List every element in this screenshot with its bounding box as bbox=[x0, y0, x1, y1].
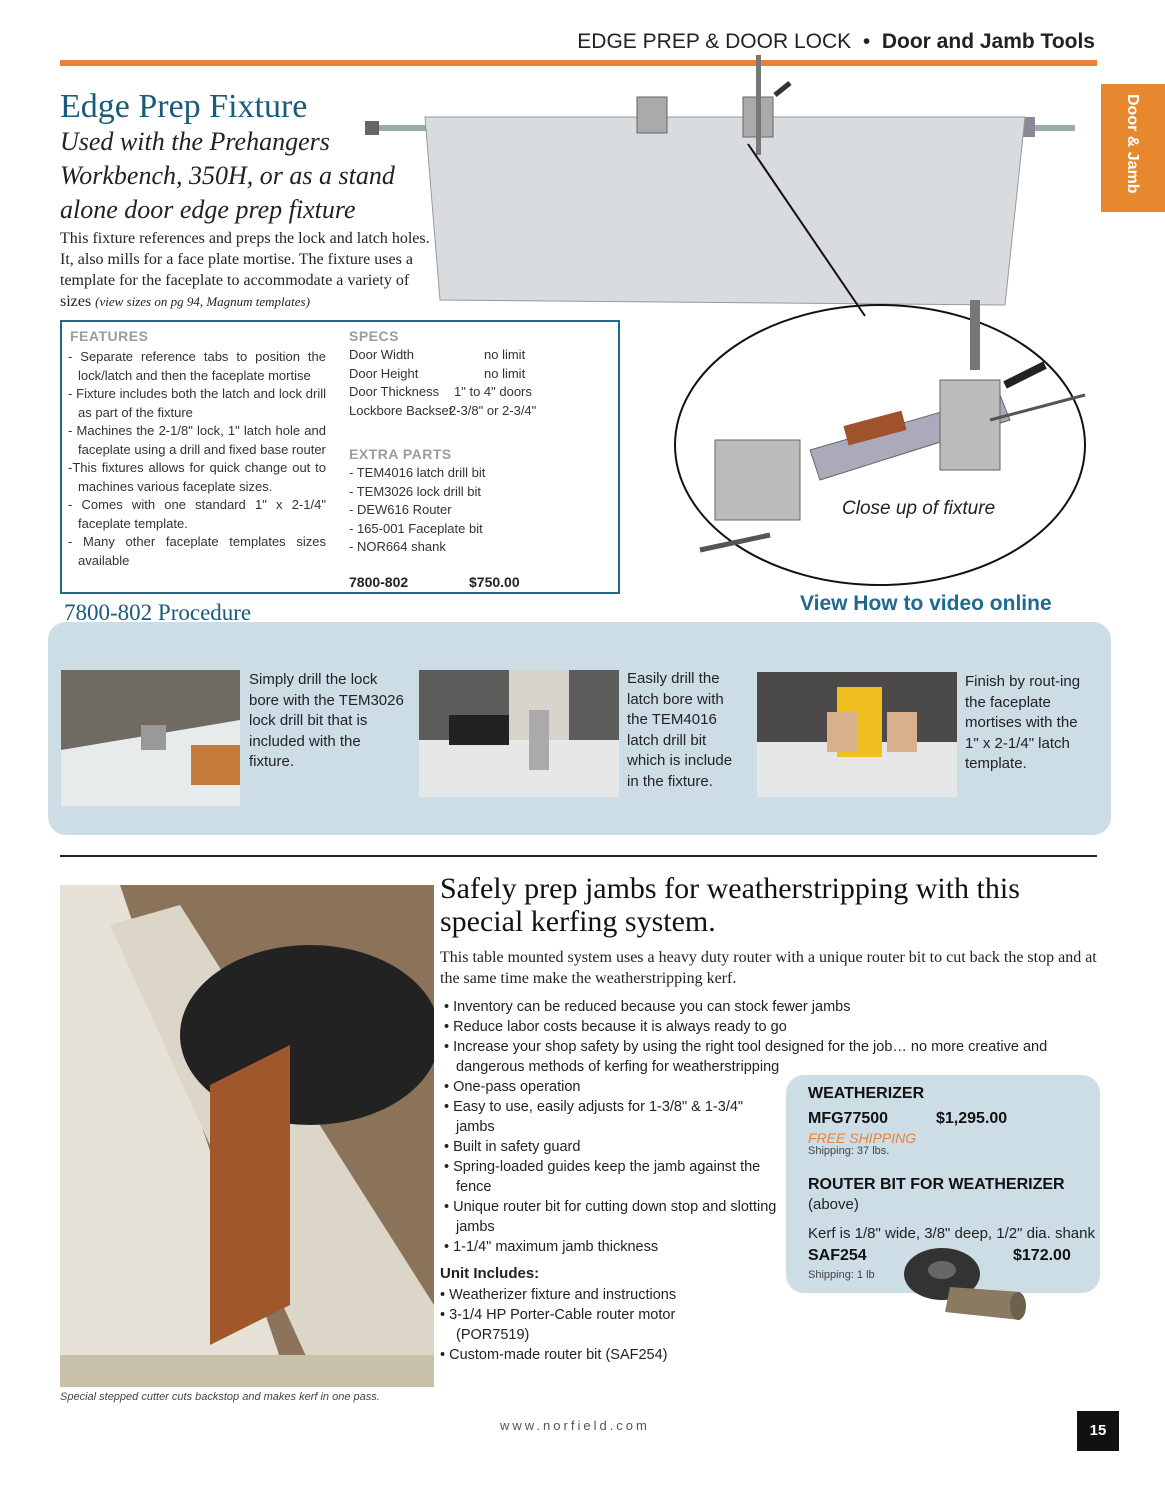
list-item: • Increase your shop safety by using the right tool designed for the job… no more creative and dangerous methods of kerfing for weatherstripping bbox=[444, 1039, 1048, 1075]
page-number: 15 bbox=[1077, 1411, 1119, 1451]
extra-parts-list bbox=[349, 464, 485, 557]
list-item: • Inventory can be reduced because you can stock fewer jambs bbox=[444, 999, 851, 1015]
list-item: • 3-1/4 HP Porter-Cable router motor (POR7519) bbox=[440, 1307, 676, 1343]
list-item: - Separate reference tabs to position the lock/latch and then the faceplate mortise bbox=[68, 349, 326, 383]
router-bit-desc: Kerf is 1/8" wide, 3/8" deep, 1/2" dia. shank bbox=[808, 1225, 1095, 1242]
weatherizer-part: MFG77500 bbox=[808, 1110, 889, 1127]
features-list bbox=[68, 348, 326, 570]
list-item: - DEW616 Router bbox=[349, 502, 452, 517]
closeup-ellipse-image bbox=[670, 300, 1090, 590]
spec-row: Door Height no limit bbox=[349, 365, 526, 381]
list-item: - NOR664 shank bbox=[349, 539, 446, 554]
video-link[interactable]: View How to video online bbox=[800, 592, 1052, 615]
features-heading: FEATURES bbox=[70, 328, 149, 344]
list-item: -This fixtures allows for quick change out to machines various faceplate sizes. bbox=[68, 460, 326, 494]
list-item: • Unique router bit for cutting down stop and slotting jambs bbox=[444, 1199, 777, 1235]
spec-row: Door Thickness 1" to 4" doors bbox=[349, 384, 532, 399]
features-box bbox=[60, 320, 620, 594]
intro-note: (view sizes on pg 94, Magnum templates) bbox=[95, 294, 310, 309]
step-2-text: Easily drill the latch bore with the TEM4016 latch drill bit which is include in the fixture. bbox=[627, 670, 733, 790]
product-title: Edge Prep Fixture bbox=[60, 88, 308, 125]
step-1-text: Simply drill the lock bore with the TEM3026 lock drill bit that is included with the fixture. bbox=[249, 671, 404, 770]
unit-includes-list bbox=[440, 1285, 740, 1365]
list-item: - 165-001 Faceplate bit bbox=[349, 520, 483, 536]
list-item: - Comes with one standard 1" x 2-1/4" faceplate template. bbox=[68, 497, 326, 531]
spec-row: Door Width no limit bbox=[349, 347, 526, 362]
extra-parts-heading: EXTRA PARTS bbox=[349, 446, 452, 462]
edge-prep-fixture-image bbox=[365, 55, 1075, 315]
procedure-title: 7800-802 Procedure bbox=[64, 600, 252, 625]
free-shipping: FREE SHIPPING bbox=[808, 1130, 917, 1146]
router-bit-image bbox=[900, 1242, 1030, 1340]
weatherizer-shipping: Shipping: 37 lbs. bbox=[808, 1145, 890, 1157]
price: $750.00 bbox=[469, 574, 520, 590]
spec-row: Lockbore Backset2-3/8" or 2-3/4" bbox=[349, 402, 537, 418]
router-bit-note: (above) bbox=[808, 1196, 859, 1213]
kerfing-title: Safely prep jambs for weatherstripping with this special kerfing system. bbox=[440, 872, 1020, 938]
category-label: Door and Jamb Tools bbox=[881, 30, 1095, 53]
section-divider bbox=[60, 855, 1097, 857]
list-item: - TEM3026 lock drill bit bbox=[349, 483, 481, 499]
callout-line bbox=[740, 140, 870, 320]
list-item: • One-pass operation bbox=[444, 1079, 581, 1095]
unit-includes-heading: Unit Includes: bbox=[440, 1265, 540, 1282]
list-item: • Weatherizer fixture and instructions bbox=[440, 1287, 677, 1303]
list-item: • Custom-made router bit (SAF254) bbox=[440, 1347, 668, 1363]
list-item: - Machines the 2-1/8" lock, 1" latch hole and faceplate using a drill and fixed base router bbox=[68, 423, 326, 457]
specs-heading: SPECS bbox=[349, 328, 399, 344]
part-number: 7800-802 bbox=[349, 574, 409, 590]
router-bit-shipping: Shipping: 1 lb bbox=[808, 1269, 875, 1281]
side-tab[interactable]: Door & Jamb bbox=[1101, 84, 1165, 212]
list-item: - TEM4016 latch drill bit bbox=[349, 465, 486, 480]
section-header: EDGE PREP & DOOR LOCK • Door and Jamb Tools bbox=[577, 30, 1095, 53]
product-subtitle: Used with the Prehangers Workbench, 350H, or as a stand alone door edge prep fixture bbox=[60, 127, 395, 224]
list-item: - Fixture includes both the latch and lock drill as part of the fixture bbox=[68, 386, 326, 420]
router-bit-part: SAF254 bbox=[808, 1247, 867, 1264]
list-item: • Built in safety guard bbox=[444, 1139, 581, 1155]
step-3-photo bbox=[757, 672, 957, 797]
specs-table bbox=[349, 346, 536, 420]
kerfing-photo-caption: Special stepped cutter cuts backstop and makes kerf in one pass. bbox=[60, 1391, 380, 1403]
section-label: EDGE PREP & DOOR LOCK bbox=[577, 30, 852, 53]
weatherizer-heading: WEATHERIZER bbox=[808, 1085, 925, 1102]
router-bit-price: $172.00 bbox=[1013, 1247, 1071, 1264]
list-item: - Many other faceplate templates sizes available bbox=[68, 534, 326, 568]
kerfing-description: This table mounted system uses a heavy duty router with a unique router bit to cut back the stop and at the same time make the weatherstripping kerf. bbox=[440, 949, 1097, 987]
list-item: • 1-1/4" maximum jamb thickness bbox=[444, 1239, 659, 1255]
weatherizer-price: $1,295.00 bbox=[936, 1110, 1008, 1127]
step-1-photo bbox=[61, 670, 240, 806]
list-item: • Spring-loaded guides keep the jamb against the fence bbox=[444, 1159, 761, 1195]
kerfing-photo bbox=[60, 885, 434, 1387]
router-bit-heading: ROUTER BIT FOR WEATHERIZER bbox=[808, 1176, 1065, 1193]
footer-url[interactable]: www.norfield.com bbox=[500, 1418, 650, 1433]
list-item: • Easy to use, easily adjusts for 1-3/8" & 1-3/4" jambs bbox=[444, 1099, 744, 1135]
closeup-caption: Close up of fixture bbox=[842, 498, 996, 519]
list-item: • Reduce labor costs because it is always ready to go bbox=[444, 1019, 787, 1035]
step-3-text: Finish by rout-ing the faceplate mortises with the 1" x 2-1/4" latch template. bbox=[965, 673, 1081, 772]
step-2-photo bbox=[419, 670, 619, 797]
product-intro: This fixture references and preps the lock and latch holes. It, also mills for a face plate mortise. The fixture uses a template for the faceplate to accommodate a variety of sizes (view sizes on pg 94, Magnum templates) bbox=[60, 230, 430, 310]
